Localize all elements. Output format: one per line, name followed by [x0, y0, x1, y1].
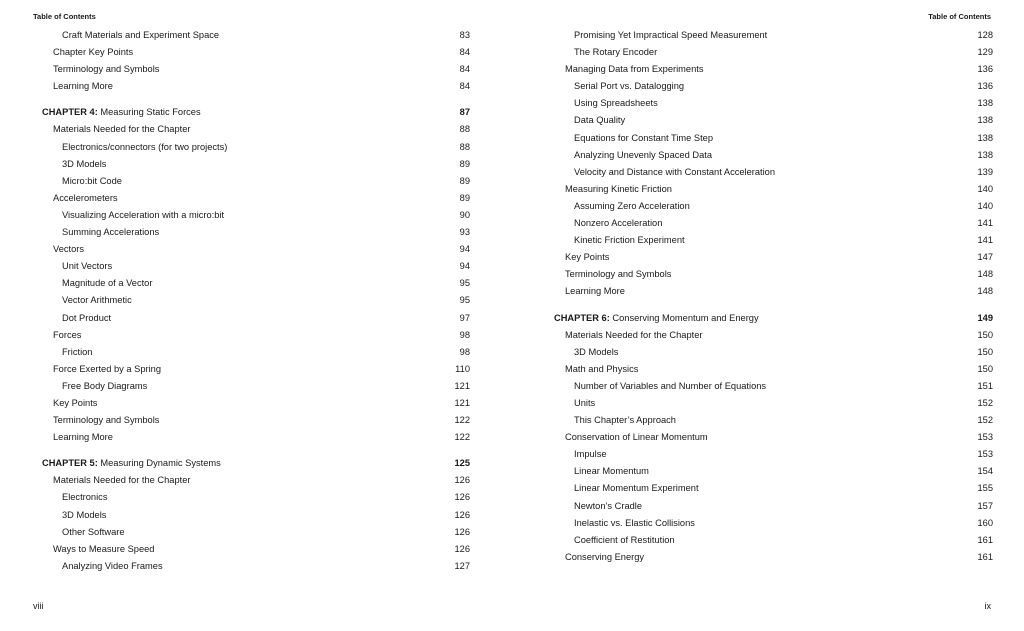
toc-entry[interactable] [42, 224, 470, 241]
entry-title: Learning More [565, 286, 625, 297]
entry-title: Key Points [53, 397, 98, 408]
entry-title: Accelerometers [53, 192, 118, 203]
entry-page-number: 140 [977, 200, 993, 211]
toc-entry[interactable] [42, 507, 470, 524]
entry-page-number: 147 [977, 252, 993, 263]
entry-page-number: 141 [977, 235, 993, 246]
entry-title: Using Spreadsheets [574, 98, 658, 109]
page-number: ix [984, 601, 991, 611]
toc-entry[interactable] [42, 27, 470, 44]
chapter-label: CHAPTER 5: [42, 458, 98, 469]
entry-title: Math and Physics [565, 363, 639, 374]
entry-page-number: 122 [454, 432, 470, 443]
entry-page-number: 150 [977, 346, 993, 357]
toc-entry[interactable] [42, 139, 470, 156]
entry-title: Measuring Kinetic Friction [565, 183, 672, 194]
entry-page-number: 154 [977, 466, 993, 477]
entry-page-number: 93 [459, 227, 470, 238]
toc-entry[interactable] [554, 232, 993, 249]
entry-title: Conserving Momentum and Energy [612, 312, 759, 323]
toc-entry[interactable] [554, 532, 993, 549]
toc-entry[interactable] [554, 515, 993, 532]
entry-page-number: 87 [459, 107, 470, 118]
entry-page-number: 121 [454, 380, 470, 391]
entry-title: Magnitude of a Vector [62, 278, 153, 289]
entry-page-number: 160 [977, 517, 993, 528]
entry-title: Materials Needed for the Chapter [53, 124, 191, 135]
entry-page-number: 89 [459, 158, 470, 169]
entry-title: The Rotary Encoder [574, 47, 658, 58]
entry-title: This Chapter’s Approach [574, 415, 676, 426]
entry-title: Assuming Zero Acceleration [574, 200, 690, 211]
toc-entry[interactable] [554, 147, 993, 164]
toc-entry[interactable] [554, 95, 993, 112]
toc-entry[interactable] [42, 173, 470, 190]
entry-title: Terminology and Symbols [565, 269, 672, 280]
toc-entry[interactable] [554, 78, 993, 95]
entry-title: Conserving Energy [565, 551, 645, 562]
toc-entry[interactable] [42, 44, 470, 61]
entry-title: Newton’s Cradle [574, 500, 643, 511]
entry-page-number: 129 [977, 47, 993, 58]
entry-page-number: 141 [977, 218, 993, 229]
entry-page-number: 157 [977, 500, 993, 511]
entry-title: Units [574, 397, 596, 408]
entry-page-number: 126 [454, 526, 470, 537]
entry-title: Vectors [53, 244, 85, 255]
entry-page-number: 136 [977, 81, 993, 92]
entry-title: Craft Materials and Experiment Space [62, 30, 220, 40]
entry-title: Analyzing Unevenly Spaced Data [574, 149, 712, 160]
toc-entry[interactable] [42, 190, 470, 207]
entry-title: Summing Accelerations [62, 227, 160, 238]
entry-page-number: 89 [459, 192, 470, 203]
toc-entry[interactable] [42, 275, 470, 292]
toc-entry[interactable] [42, 361, 470, 378]
entry-page-number: 140 [977, 183, 993, 194]
toc-entry[interactable] [554, 164, 993, 181]
entry-title: Friction [62, 346, 93, 357]
toc-entry[interactable] [42, 412, 470, 429]
toc-entry[interactable] [554, 327, 993, 344]
entry-page-number: 84 [459, 47, 470, 58]
entry-title: Serial Port vs. Datalogging [574, 81, 685, 92]
entry-page-number: 126 [454, 543, 470, 554]
toc-entry[interactable] [42, 524, 470, 541]
entry-title: Linear Momentum Experiment [574, 483, 699, 494]
entry-page-number: 89 [459, 175, 470, 186]
entry-title: Kinetic Friction Experiment [574, 235, 685, 246]
toc-entry[interactable] [554, 412, 993, 429]
entry-page-number: 161 [977, 551, 993, 562]
entry-page-number: 155 [977, 483, 993, 494]
running-header: Table of Contents [33, 12, 96, 21]
toc-entry[interactable] [42, 558, 470, 575]
toc-entry[interactable] [554, 446, 993, 463]
toc-entry[interactable] [554, 198, 993, 215]
entry-page-number: 110 [455, 363, 470, 374]
entry-page-number: 128 [977, 30, 993, 40]
entry-page-number: 138 [977, 98, 993, 109]
toc-entry[interactable] [554, 61, 993, 78]
toc-list [554, 27, 993, 566]
entry-title: Chapter Key Points [53, 47, 134, 58]
entry-page-number: 95 [459, 278, 470, 289]
entry-title: Linear Momentum [574, 466, 649, 477]
entry-page-number: 138 [977, 115, 993, 126]
entry-page-number: 150 [977, 363, 993, 374]
entry-title: Dot Product [62, 312, 112, 323]
entry-page-number: 136 [977, 64, 993, 75]
entry-title: Learning More [53, 81, 113, 92]
toc-entry[interactable] [554, 463, 993, 480]
entry-page-number: 121 [454, 397, 470, 408]
entry-page-number: 148 [977, 269, 993, 280]
entry-page-number: 88 [459, 141, 470, 152]
entry-title: Analyzing Video Frames [62, 560, 163, 571]
toc-entry[interactable] [42, 472, 470, 489]
entry-page-number: 90 [459, 209, 470, 220]
entry-page-number: 152 [977, 415, 993, 426]
entry-title: Vector Arithmetic [62, 295, 132, 306]
entry-title: Nonzero Acceleration [574, 218, 663, 229]
toc-entry[interactable] [42, 489, 470, 506]
entry-title: 3D Models [574, 346, 619, 357]
entry-title: Electronics/connectors (for two projects) [62, 141, 228, 152]
entry-page-number: 153 [977, 449, 993, 460]
entry-page-number: 127 [454, 560, 470, 571]
entry-title: Force Exerted by a Spring [53, 363, 161, 374]
toc-entry[interactable] [42, 378, 470, 395]
entry-title: Visualizing Acceleration with a micro:bit [62, 209, 225, 220]
toc-entry[interactable] [554, 249, 993, 266]
entry-page-number: 161 [977, 534, 993, 545]
entry-title: Micro:bit Code [62, 175, 122, 186]
entry-title: Other Software [62, 526, 125, 537]
toc-entry[interactable] [554, 283, 993, 300]
entry-title: Inelastic vs. Elastic Collisions [574, 517, 695, 528]
entry-title: Free Body Diagrams [62, 380, 148, 391]
toc-entry[interactable] [42, 395, 470, 412]
toc-entry[interactable] [554, 266, 993, 283]
entry-page-number: 126 [454, 509, 470, 520]
toc-entry[interactable] [42, 327, 470, 344]
toc-entry[interactable] [554, 429, 993, 446]
entry-title: Key Points [565, 252, 610, 263]
toc-entry[interactable] [554, 112, 993, 129]
entry-title: 3D Models [62, 158, 107, 169]
chapter-entry[interactable] [554, 310, 993, 327]
entry-page-number: 95 [459, 295, 470, 306]
entry-title: Materials Needed for the Chapter [53, 475, 191, 486]
entry-title: Promising Yet Impractical Speed Measurement [574, 30, 768, 40]
entry-title: Ways to Measure Speed [53, 543, 155, 554]
entry-page-number: 125 [454, 458, 470, 469]
entry-page-number: 98 [459, 346, 470, 357]
toc-entry[interactable] [42, 429, 470, 446]
entry-page-number: 84 [459, 64, 470, 75]
toc-entry[interactable] [554, 549, 993, 566]
entry-page-number: 149 [977, 312, 993, 323]
entry-title: Terminology and Symbols [53, 415, 160, 426]
entry-page-number: 153 [977, 432, 993, 443]
entry-title: 3D Models [62, 509, 107, 520]
toc-entry[interactable] [554, 181, 993, 198]
entry-title: Terminology and Symbols [53, 64, 160, 75]
entry-title: Velocity and Distance with Constant Acceleration [574, 166, 776, 177]
chapter-entry[interactable] [42, 455, 470, 472]
toc-entry[interactable] [554, 378, 993, 395]
entry-page-number: 139 [977, 166, 993, 177]
right-page [512, 0, 1024, 631]
toc-entry[interactable] [554, 480, 993, 497]
entry-title: Managing Data from Experiments [565, 64, 704, 75]
running-header: Table of Contents [928, 12, 991, 21]
toc-entry[interactable] [42, 121, 470, 138]
entry-title: Learning More [53, 432, 113, 443]
toc-entry[interactable] [42, 241, 470, 258]
entry-page-number: 98 [459, 329, 470, 340]
toc-entry[interactable] [42, 207, 470, 224]
entry-title: Measuring Dynamic Systems [100, 458, 221, 469]
chapter-label: CHAPTER 4: [42, 107, 98, 118]
entry-page-number: 138 [977, 132, 993, 143]
toc-entry[interactable] [554, 361, 993, 378]
toc-entry[interactable] [42, 310, 470, 327]
toc-list [42, 27, 470, 575]
entry-page-number: 126 [454, 475, 470, 486]
entry-page-number: 126 [454, 492, 470, 503]
entry-title: Unit Vectors [62, 261, 113, 272]
toc-entry[interactable] [554, 344, 993, 361]
entry-page-number: 151 [977, 380, 993, 391]
toc-entry[interactable] [554, 395, 993, 412]
chapter-entry[interactable] [42, 104, 470, 121]
entry-page-number: 84 [459, 81, 470, 92]
entry-page-number: 152 [977, 397, 993, 408]
entry-title: Data Quality [574, 115, 626, 126]
toc-entry[interactable] [42, 61, 470, 78]
entry-page-number: 83 [459, 30, 470, 40]
entry-page-number: 148 [977, 286, 993, 297]
chapter-label: CHAPTER 6: [554, 312, 610, 323]
toc-entry[interactable] [42, 541, 470, 558]
entry-title: Impulse [574, 449, 607, 460]
entry-title: Equations for Constant Time Step [574, 132, 714, 143]
entry-title: Coefficient of Restitution [574, 534, 675, 545]
toc-entry[interactable] [42, 156, 470, 173]
toc-entry[interactable] [42, 292, 470, 309]
entry-title: Conservation of Linear Momentum [565, 432, 708, 443]
toc-entry[interactable] [554, 44, 993, 61]
entry-page-number: 138 [977, 149, 993, 160]
entry-title: Number of Variables and Number of Equations [574, 380, 767, 391]
entry-title: Electronics [62, 492, 108, 503]
toc-entry[interactable] [42, 78, 470, 95]
toc-entry[interactable] [554, 498, 993, 515]
entry-page-number: 88 [459, 124, 470, 135]
entry-page-number: 94 [459, 244, 470, 255]
entry-page-number: 94 [459, 261, 470, 272]
entry-title: Materials Needed for the Chapter [565, 329, 703, 340]
toc-entry[interactable] [42, 344, 470, 361]
toc-entry[interactable] [42, 258, 470, 275]
toc-entry[interactable] [554, 215, 993, 232]
toc-entry[interactable] [554, 130, 993, 147]
page-number: viii [33, 601, 44, 611]
entry-page-number: 122 [454, 415, 470, 426]
toc-entry[interactable] [554, 27, 993, 44]
entry-page-number: 150 [977, 329, 993, 340]
entry-page-number: 97 [459, 312, 470, 323]
entry-title: Measuring Static Forces [100, 107, 201, 118]
entry-title: Forces [53, 329, 82, 340]
